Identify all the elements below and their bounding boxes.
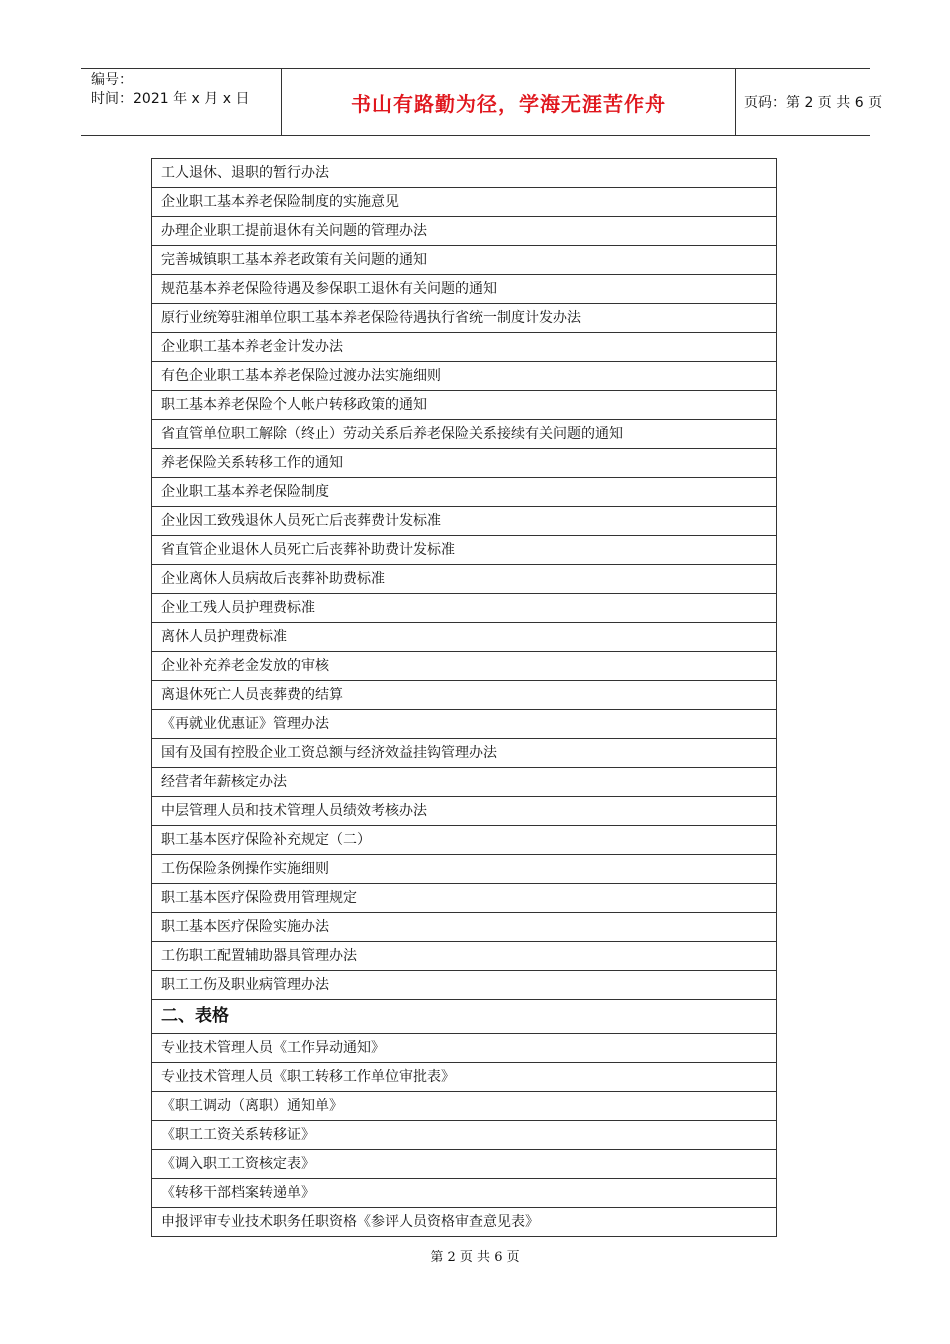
header-page-info: 页码：第 2 页 共 6 页	[744, 95, 883, 111]
table-row	[152, 1179, 777, 1208]
table-row	[152, 246, 777, 275]
document-list-body	[152, 159, 777, 1237]
table-row	[152, 681, 777, 710]
document-title-cell: 专业技术管理人员《职工转移工作单位审批表》	[152, 1063, 777, 1092]
table-row	[152, 536, 777, 565]
table-row	[152, 913, 777, 942]
page-footer: 第 2 页 共 6 页	[430, 1250, 520, 1265]
document-title-cell: 规范基本养老保险待遇及参保职工退休有关问题的通知	[152, 275, 777, 304]
table-row	[152, 420, 777, 449]
table-row	[152, 797, 777, 826]
section-heading-row	[152, 1000, 777, 1034]
table-row	[152, 275, 777, 304]
table-row	[152, 391, 777, 420]
document-title-cell: 省直管单位职工解除（终止）劳动关系后养老保险关系接续有关问题的通知	[152, 420, 777, 449]
page-header	[81, 68, 883, 136]
table-row	[152, 768, 777, 797]
table-row	[152, 449, 777, 478]
document-title-cell: 《再就业优惠证》管理办法	[152, 710, 777, 739]
document-title-cell: 《转移干部档案转递单》	[152, 1179, 777, 1208]
header-page-cell	[736, 69, 883, 135]
table-row	[152, 1092, 777, 1121]
document-title-cell: 原行业统筹驻湘单位职工基本养老保险待遇执行省统一制度计发办法	[152, 304, 777, 333]
table-row	[152, 1150, 777, 1179]
document-title-cell: 工人退休、退职的暂行办法	[152, 159, 777, 188]
document-title-cell: 有色企业职工基本养老保险过渡办法实施细则	[152, 362, 777, 391]
document-title-cell: 职工基本医疗保险补充规定（二）	[152, 826, 777, 855]
document-title-cell: 企业工残人员护理费标准	[152, 594, 777, 623]
document-title-cell: 企业职工基本养老保险制度	[152, 478, 777, 507]
table-row	[152, 884, 777, 913]
document-title-cell: 中层管理人员和技术管理人员绩效考核办法	[152, 797, 777, 826]
table-row	[152, 333, 777, 362]
document-title-cell: 省直管企业退休人员死亡后丧葬补助费计发标准	[152, 536, 777, 565]
document-list-table	[151, 158, 777, 1237]
document-title-cell: 职工工伤及职业病管理办法	[152, 971, 777, 1000]
table-row	[152, 710, 777, 739]
document-title-cell: 企业因工致残退休人员死亡后丧葬费计发标准	[152, 507, 777, 536]
table-row	[152, 565, 777, 594]
table-row	[152, 623, 777, 652]
header-motto: 书山有路勤为径，学海无涯苦作舟	[351, 91, 666, 116]
document-time-label: 时间：2021 年 x 月 x 日	[91, 91, 250, 107]
table-row	[152, 1034, 777, 1063]
document-title-cell: 工伤保险条例操作实施细则	[152, 855, 777, 884]
table-row	[152, 594, 777, 623]
table-row	[152, 942, 777, 971]
document-title-cell: 《调入职工工资核定表》	[152, 1150, 777, 1179]
table-row	[152, 362, 777, 391]
section-heading: 二、表格	[152, 1000, 777, 1034]
table-row	[152, 1063, 777, 1092]
document-title-cell: 离退休死亡人员丧葬费的结算	[152, 681, 777, 710]
document-title-cell: 职工基本养老保险个人帐户转移政策的通知	[152, 391, 777, 420]
table-row	[152, 1208, 777, 1237]
table-row	[152, 159, 777, 188]
table-row	[152, 507, 777, 536]
table-row	[152, 304, 777, 333]
table-row	[152, 217, 777, 246]
document-title-cell: 申报评审专业技术职务任职资格《参评人员资格审查意见表》	[152, 1208, 777, 1237]
document-title-cell: 国有及国有控股企业工资总额与经济效益挂钩管理办法	[152, 739, 777, 768]
table-row	[152, 971, 777, 1000]
document-title-cell: 养老保险关系转移工作的通知	[152, 449, 777, 478]
document-number-label: 编号：	[91, 72, 133, 88]
document-title-cell: 《职工工资关系转移证》	[152, 1121, 777, 1150]
document-title-cell: 工伤职工配置辅助器具管理办法	[152, 942, 777, 971]
table-row	[152, 652, 777, 681]
header-meta	[81, 69, 282, 135]
document-title-cell: 离休人员护理费标准	[152, 623, 777, 652]
table-row	[152, 739, 777, 768]
header-motto-cell	[282, 69, 736, 135]
document-title-cell: 企业职工基本养老金计发办法	[152, 333, 777, 362]
document-title-cell: 完善城镇职工基本养老政策有关问题的通知	[152, 246, 777, 275]
table-row	[152, 855, 777, 884]
table-row	[152, 478, 777, 507]
document-title-cell: 企业离休人员病故后丧葬补助费标准	[152, 565, 777, 594]
document-title-cell: 企业补充养老金发放的审核	[152, 652, 777, 681]
document-title-cell: 职工基本医疗保险实施办法	[152, 913, 777, 942]
document-title-cell: 办理企业职工提前退休有关问题的管理办法	[152, 217, 777, 246]
document-title-cell: 经营者年薪核定办法	[152, 768, 777, 797]
table-row	[152, 826, 777, 855]
document-title-cell: 职工基本医疗保险费用管理规定	[152, 884, 777, 913]
document-title-cell: 《职工调动（离职）通知单》	[152, 1092, 777, 1121]
table-row	[152, 1121, 777, 1150]
table-row	[152, 188, 777, 217]
document-title-cell: 专业技术管理人员《工作异动通知》	[152, 1034, 777, 1063]
document-title-cell: 企业职工基本养老保险制度的实施意见	[152, 188, 777, 217]
